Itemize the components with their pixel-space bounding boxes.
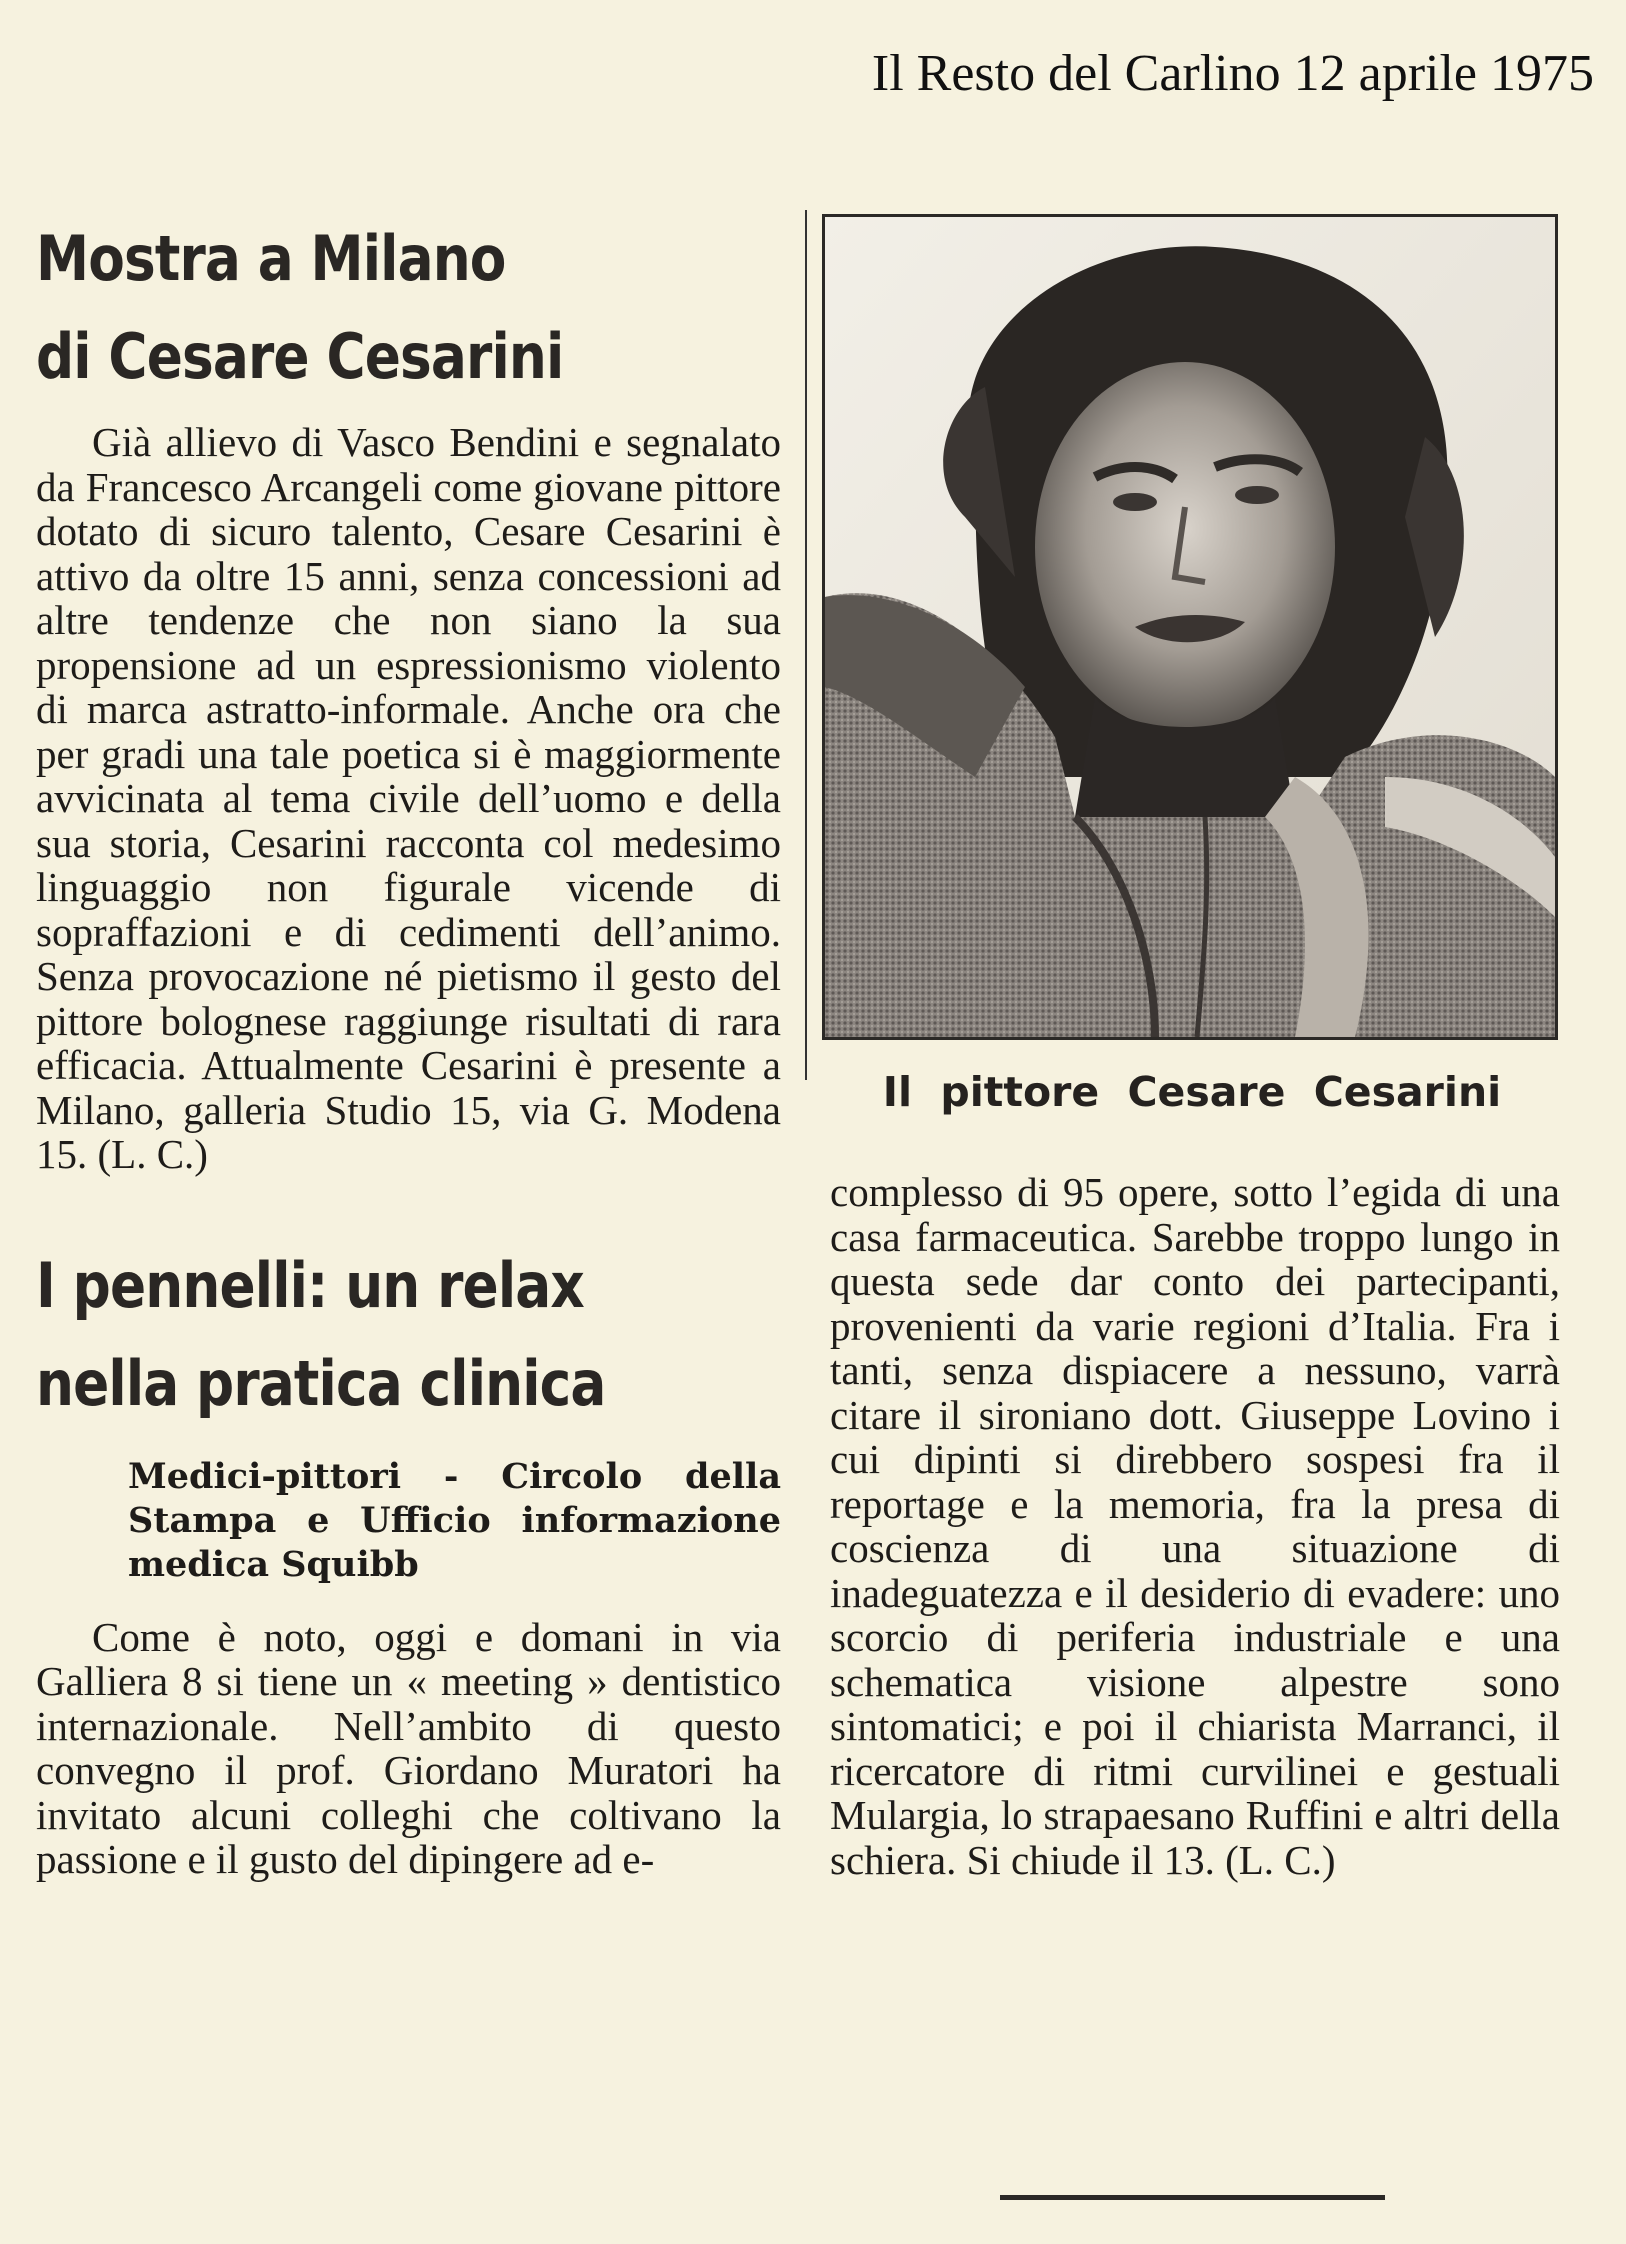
article2-body-right: complesso di 95 opere, sotto l’egida di una casa farmaceutica. Sarebbe troppo lungo in questa sede dar conto dei partecipanti, provenienti da varie regioni d’Italia. Fra i tanti, senza dispiacere a nessuno, varrà citare il sironiano dott. Giuseppe Lovino i cui dipinti si direbbero sospesi fra il reportage e la memoria, fra la presa di coscienza di una situazione di inadeguatezza e il desiderio di evadere: uno scorcio di periferia industriale e una schematica visione alpestre sono sintomatici; e poi il chiarista Marranci, il ricercatore di ritmi curvilinei e gestuali Mulargia, lo strapaesano Ruffini e altri della schiera. Si chiude il 13. (L. C.)	[830, 1169, 1560, 1883]
article1-headline-line2: di Cesare Cesarini	[36, 320, 564, 393]
article1-headline-line1: Mostra a Milano	[36, 222, 506, 295]
article2-headline	[36, 1237, 779, 1433]
left-column	[36, 210, 781, 1882]
portrait-photo	[822, 214, 1558, 1040]
article2-subhead: Medici-pittori - Circolo della Stampa e Ufficio informazione medica Squibb	[128, 1455, 781, 1585]
newspaper-source-line: Il Resto del Carlino 12 aprile 1975	[871, 45, 1594, 102]
article2-headline-line1: I pennelli: un relax	[36, 1248, 584, 1322]
column-divider	[805, 210, 807, 1080]
article1-headline	[36, 210, 779, 406]
article2-continuation	[830, 1170, 1560, 1882]
article-end-rule	[1000, 2195, 1385, 2200]
article1-body: Già allievo di Vasco Bendini e segnalato da Francesco Arcangeli come giovane pittore dotato di sicuro talento, Cesare Cesarini è attivo da oltre 15 anni, senza concessioni ad altre tendenze che non siano la sua propensione ad un espressionismo violento di marca astratto-informale. Anche ora che per gradi una tale poetica si è maggiormente avvicinata al tema civile dell’uomo e della sua storia, Cesarini racconta col medesimo linguaggio non figurale vicende di sopraffazioni e di cedimenti dell’animo. Senza provocazione né pietismo il gesto del pittore bolognese raggiunge risultati di rara efficacia. Attualmente Cesarini è presente a Milano, galleria Studio 15, via G. Modena 15. (L. C.)	[36, 419, 781, 1177]
article2-body-left: Come è noto, oggi e domani in via Galliera 8 si tiene un « meeting » dentistico internazionale. Nell’ambito di questo convegno il prof. Giordano Muratori ha invitato alcuni colleghi che coltivano la passione e il gusto del dipingere ad e-	[36, 1613, 781, 1882]
article2-headline-line2: nella pratica clinica	[36, 1346, 606, 1420]
photo-caption: Il pittore Cesare Cesarini	[882, 1068, 1502, 1116]
portrait-photo-icon	[825, 217, 1555, 1037]
